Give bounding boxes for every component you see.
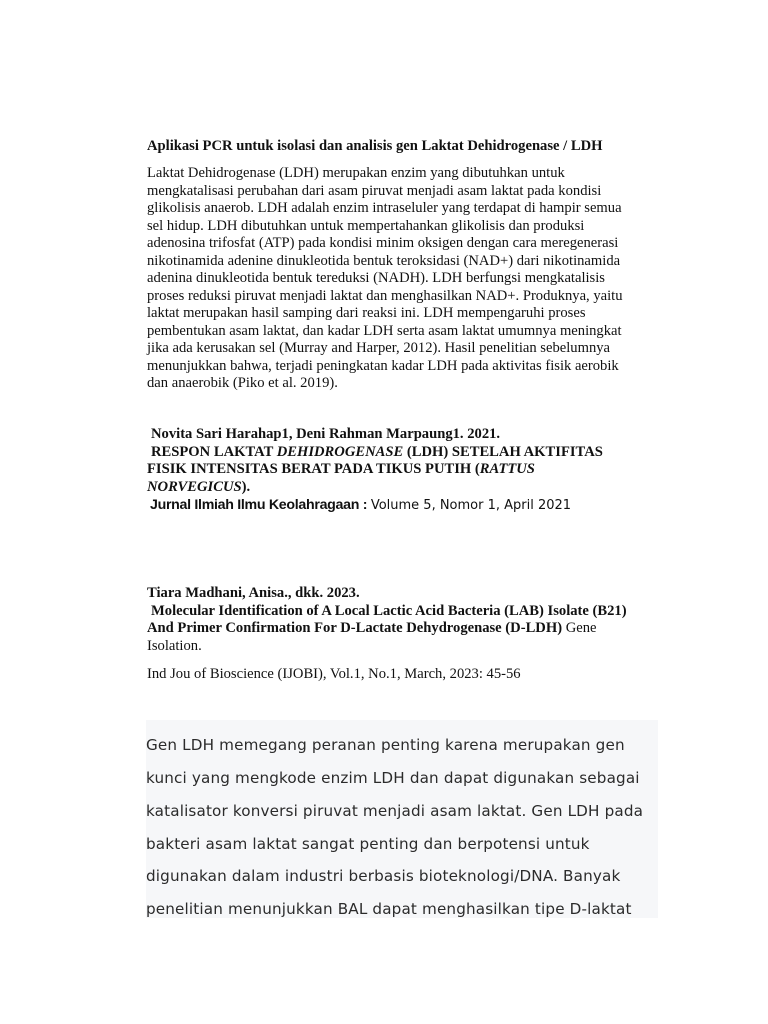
body-line: sel hidup. LDH dibutuhkan untuk mempertahankan glikolisis dan produksi	[147, 217, 585, 234]
body-line: menunjukkan bahwa, terjadi peningkatan kadar LDH pada aktivitas fisik aerobik	[147, 357, 619, 374]
body-line: dan anaerobik (Piko et al. 2019).	[147, 375, 338, 391]
reference-1	[147, 426, 659, 515]
body-line: adenosina trifosfat (ATP) pada kondisi minim oksigen dengan cara meregenerasi	[147, 235, 619, 251]
body-line: glikolisis anaerob. LDH adalah enzim intraseluler yang terdapat di hampir semua	[147, 200, 622, 216]
body-line: laktat merupakan hasil samping dari reaksi ini. LDH mempengaruhi proses	[147, 305, 586, 321]
reference-2-authors: Tiara Madhani, Anisa., dkk. 2023.	[147, 585, 360, 601]
reference-2-title-line-1: Molecular Identification of A Local Lactic Acid Bacteria (LAB) Isolate (B21)	[151, 602, 627, 619]
body-line: nikotinamida adenine dinukleotida bentuk teroksidasi (NAD+) dari nikotinamida	[147, 252, 621, 269]
reference-1-authors: Novita Sari Harahap1, Deni Rahman Marpaung1. 2021.	[151, 426, 501, 442]
reference-1-title-line-3	[147, 479, 659, 497]
body-line: mengkatalisasi perubahan dari asam piruvat menjadi asam laktat pada kondisi	[147, 182, 602, 199]
reference-2-citation: Ind Jou of Bioscience (IJOBI), Vol.1, No.1, March, 2023: 45-56	[147, 666, 521, 682]
reference-2	[147, 585, 659, 655]
reference-1-title-part: FISIK INTENSITAS BERAT PADA TIKUS PUTIH (	[147, 461, 480, 478]
excerpt-line: penelitian menunjukkan BAL dapat menghasilkan tipe D-laktat	[146, 900, 632, 918]
excerpt-line: bakteri asam laktat sangat penting dan berpotensi untuk	[146, 835, 590, 853]
body-line: proses reduksi piruvat menjadi laktat dan menghasilkan NAD+. Produknya, yaitu	[147, 287, 623, 304]
reference-1-title-part: (LDH) SETELAH AKTIFITAS	[403, 443, 603, 460]
reference-2-title-tail: Gene	[562, 620, 597, 637]
reference-1-title-part: ).	[241, 478, 251, 495]
reference-1-journal-volume: Volume 5, Nomor 1, April 2021	[370, 498, 572, 514]
body-paragraph	[147, 165, 653, 393]
reference-1-title-part: RESPON LAKTAT	[151, 443, 277, 460]
body-line: pembentukan asam laktat, dan kadar LDH serta asam laktat umumnya meningkat	[147, 322, 622, 339]
reference-2-title-line-2	[147, 620, 659, 638]
reference-1-title-line-2	[147, 461, 659, 479]
reference-1-title-italic: NORVEGICUS	[147, 478, 242, 495]
reference-1-journal	[147, 497, 659, 515]
body-line: Laktat Dehidrogenase (LDH) merupakan enzim yang dibutuhkan untuk	[147, 165, 565, 181]
reference-1-title-italic: RATTUS	[479, 461, 535, 478]
section-heading: Aplikasi PCR untuk isolasi dan analisis gen Laktat Dehidrogenase / LDH	[147, 138, 603, 154]
reference-1-title-italic: DEHIDROGENASE	[276, 443, 404, 460]
reference-2-title-bold: And Primer Confirmation For D-Lactate Dehydrogenase (D-LDH)	[147, 620, 563, 637]
excerpt-line: Gen LDH memegang peranan penting karena merupakan gen	[146, 736, 625, 754]
reference-1-title-line-1	[147, 444, 659, 462]
excerpt-line: kunci yang mengkode enzim LDH dan dapat digunakan sebagai	[146, 769, 640, 787]
excerpt-block	[146, 720, 658, 918]
body-line: jika ada kerusakan sel (Murray and Harper, 2012). Hasil penelitian sebelumnya	[147, 340, 611, 356]
body-line: adenina dinukleotida bentuk tereduksi (NADH). LDH berfungsi mengkatalisis	[147, 270, 605, 286]
excerpt-line: katalisator konversi piruvat menjadi asam laktat. Gen LDH pada	[146, 802, 644, 820]
excerpt-line: digunakan dalam industri berbasis bioteknologi/DNA. Banyak	[146, 867, 621, 885]
reference-2-title-line-3: Isolation.	[147, 637, 202, 654]
reference-1-journal-name: Jurnal Ilmiah Ilmu Keolahragaan :	[150, 497, 368, 514]
